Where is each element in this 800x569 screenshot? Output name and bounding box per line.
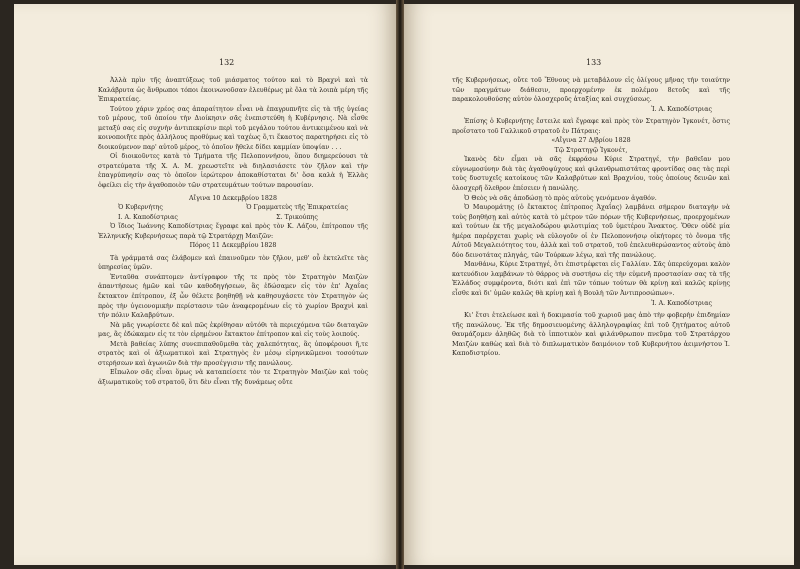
paragraph: Ἱκανὸς δὲν εἶμαι νὰ σᾶς ἐκφράσω Κύριε Στρατηγέ, τὴν βαθεῖαν μου εὐγνωμοσύνην διὰ τὰς ἀγαθοψύχους καὶ φιλανθρωπιστάτας φροντίδας σας τὰς περὶ τοὺς δυστυχεῖς κατοίκους τῶν Καλαβρύτων καὶ Βραχνίου, τοὺς ὁποίους δεινῶν καὶ ὁλοσχερῆ ὄλεθρον ἐπέσειεν ἡ πανώλης. bbox=[452, 156, 730, 193]
paragraph: τῆς Κυβερνήσεως, οὔτε τοῦ Ἔθνους νὰ μεταβάλουν εἰς ὀλίγους μῆνας τὴν τοιαύτην τῶν πραγμάτων διάθεσιν, προερχομένην ἐκ πολέμου 8ετοῦς καὶ τῆς παρακολουθούσης αὐτὸν ὁλοσχεροῦς ἀταξίας καὶ συγχύσεως. bbox=[452, 77, 730, 104]
right-page bbox=[404, 4, 794, 565]
signature-title: Ὁ Γραμματεὺς τῆς Ἐπικρατείας bbox=[246, 204, 348, 212]
signature-title: Ὁ Κυβερνήτης bbox=[118, 204, 163, 212]
salutation: Τῷ Στρατηγῷ Ἰγκονέτ, bbox=[554, 146, 628, 154]
paragraph: Τὰ γράμματά σας ἐλάβομεν καὶ ἐπαινοῦμεν τὸν ζῆλον, μεθ' οὗ ἐκτελεῖτε τὰς ὑπηρεσίας ὑμῶν. bbox=[98, 254, 368, 272]
signature-name: Σ. Τρικούπης bbox=[276, 213, 318, 221]
paragraph: Μανθάνω, Κύριε Στρατηγέ, ὅτι ἐπιστρέφεται εἰς Γαλλίαν. Σᾶς ὑπερεύχομαι καλὸν κατευόδιον λαμβάνων τὸ θάρρος νὰ συστήσω εἰς τὴν εὐμενῆ προστασίαν σας τὰ τῆς Ἑλλάδος συμφέροντα, διότι καὶ ἐπὶ τῶν τόπων τούτων θὰ κρίνῃ καὶ καλῶς κρίνῃς εἶσθε καὶ δι' ὑμῶν καλῶς θὰ κρίνῃ καὶ ἡ Βουλὴ τῶν Ἀντιπροσώπων». bbox=[452, 261, 730, 298]
right-page-text bbox=[452, 76, 730, 359]
paragraph: Κι' ἔτσι ἐτελείωσε καὶ ἡ δοκιμασία τοῦ χωριοῦ μας ἀπὸ τὴν φοβερὴν ἐπιδημίαν τῆς πανώλους. Ἐκ τῆς δημοσιευομένης ἀλληλογραφίας ἐπὶ τοῦ ζητήματος αὐτοῦ θαυμάζομεν ἀληθῶς διὰ τὸ ἱπποτικὸν καὶ φιλάνθρωπον πνεῦμα τοῦ Στρατάρχου Μαιζὼν καθὼς καὶ διὰ τὸ διπλωματικὸν δαιμόνιον τοῦ Κυβερνήτου ἀειμνήστου Ἰ. Καποδιστρίου. bbox=[452, 311, 730, 358]
paragraph: Οἱ διοικοῦντες κατὰ τὸ Τμήματα τῆς Πελοποννήσου, ὅπου διημερεύουσι τὰ στρατεύματα τῆς Χ. Α. Μ. χρεωστεῖτε νὰ διηλασιάσετε τὸν ζῆλον καὶ τὴν ἐπαγρύπνησίν σας τὸ ὁποῖον ἱερώτερον ἀποκαθίσταται δι' ὅσα καλὰ ἡ Ἑλλὰς ὀφείλει εἰς τὴν ἀγαθοποιὸν τῶν στρατευμάτων τούτων παρουσίαν. bbox=[98, 153, 368, 190]
dateline: Αἴγινα 10 Δεκεμβρίου 1828 bbox=[189, 194, 277, 202]
left-page bbox=[14, 4, 396, 565]
paragraph: Ἀλλὰ πρὶν τῆς ἀναπτύξεως τοῦ μιάσματος τούτου καὶ τὸ Βραχνὶ καὶ τὰ Καλάβρυτα ὡς ἄνθρωποι τόποι ἐκοινωνοῦσαν ἐλευθέρως μὲ ὅλα τὰ λοιπὰ μέρη τῆς Ἐπικρατείας. bbox=[98, 77, 368, 104]
paragraph: Ὁ ἴδιος Ἰωάννης Καποδίστριας ἔγραφε καὶ πρὸς τὸν Κ. Λάζου, ἐπίτροπον τῆς Ἑλληνικῆς Κυβερνήσεως παρὰ τῷ Στρατάρχῃ Μαιζῶν: bbox=[98, 223, 368, 240]
signature-block bbox=[98, 203, 368, 222]
page-number-left: 132 bbox=[219, 58, 235, 67]
paragraph: Νὰ μᾶς γνωρίσετε δὲ καὶ πῶς ἐκρίθησαν αὐτόθι τὰ περιεχόμενα τῶν διαταγῶν μας, ἃς ἐδώκαμεν εἰς τε τὸν εἰρημένον ἔκτακτον ἐπίτροπον καὶ εἰς τοὺς λοιπούς. bbox=[98, 321, 368, 339]
book-gutter bbox=[396, 0, 404, 569]
page-number-right: 133 bbox=[586, 58, 602, 67]
left-page-text bbox=[98, 76, 368, 388]
paragraph: Εἴπωλον σᾶς εἶναι ὅμως νὰ καταπείσετε τὸν τε Στρατηγὸν Μαιζὼν καὶ τοὺς ἀξιωματικοὺς τοῦ στρατοῦ, ὅτι δὲν εἶναι τῆς δυνάμεως οὔτε bbox=[98, 369, 368, 386]
paragraph: Ἐνταῦθα συνάπτομεν ἀντίγραφον τῆς τε πρὸς τὸν Στρατηγὸν Μαιζὼν ἀπαντήσεως ἡμῶν καὶ τῶν καθοδηγήσεων, ἃς ἐδώσαμεν εἰς τὸν ἐπ' Ἀχαΐας ἔκτακτον ἐπίτροπον, ἐξ ὧν θέλετε βοηθηθῇ νὰ καθησυχάσετε τὸν Στρατηγὸν ὡς πρὸς τὴν ὑγειονομικὴν περίστασιν τῶν ἀναφερομένων εἰς τὸ χωρίον Βραχνὶ καὶ τὴν πόλιν Καλαβρύτων. bbox=[98, 273, 368, 320]
dateline: «Αἴγινα 27 Δ/βρίου 1828 bbox=[551, 137, 631, 145]
paragraph: Ὁ Μαυρομάτης (ὁ ἔκτακτος ἐπίτροπος Ἀχαΐας) λαμβάνει σήμερον διαταγὴν νὰ τοὺς βοηθήσῃ καὶ αὐτὸς κατὰ τὸ μέτρον τῶν πόρων τῆς Κυβερνήσεως, προερχομένων καὶ τούτων ἐκ τῆς μεγαλοδώρου φιλοτιμίας τοῦ ὑμετέρου Ἄνακτος. Ὅθεν οὐδὲ μία ἡμέρα παρέρχεται χωρὶς νὰ εὐλογοῦν οἱ ἐν Πελοποννήσῳ οἰκήτορες τὸ ὄνομα τῆς Αὐτοῦ Μεγαλειότητος του, ἀλλὰ καὶ τοῦ στρατοῦ, τοῦ ἐπελευθερώσαντος αὐτοὺς ἀπὸ δύο δεινοτάτας πληγάς, τῶν Τούρκων λέγω, καὶ τῆς πανώλους. bbox=[452, 204, 730, 259]
paragraph: Ἐπίσης ὁ Κυβερνήτης ἔστειλε καὶ ἔγραφε καὶ πρὸς τὸν Στρατηγὸν Ἰγκονέτ, ὅστις προΐστατο τοῦ Γαλλικοῦ στρατοῦ ἐν Πάτραις: bbox=[452, 118, 730, 135]
paragraph: Ὁ Θεὸς νὰ σᾶς ἀποδώσῃ τὸ πρὸς αὐτοὺς γενόμενον ἀγαθόν. bbox=[464, 194, 657, 202]
dateline: Πόρος 11 Δεκεμβρίου 1828 bbox=[189, 242, 277, 250]
paragraph: Τούτου χάριν χρέος σας ἀπαραίτητον εἶναι νὰ ἐπαγρυπνῆτε εἰς τὰ τῆς ὑγείας τοῦ μέρους, τοῦ ὁποίου τὴν Διοίκησιν σᾶς ἐνεπιστεύθη ἡ Κυβέρνησις. Νὰ εἶσθε μεταξύ σας εἰς συχνὴν ἀντιπεκρίσιν περὶ τοῦ μεγάλου τούτου ἀντικειμένου καὶ νὰ κοινοποιῆτε πρὸς ἀλλήλους προθύμως καὶ ταχέως ὅ,τι ἕκαστος παρατηρήσει εἰς τὸ διοικούμενον παρ' αὐτοῦ μέρος, τὸ ὁποῖον ἤθελε δίδει καμμίαν ὑποψίαν . . . bbox=[98, 105, 368, 151]
signature-name: Ι. Α. Καποδίστριας bbox=[118, 213, 178, 221]
paragraph: Μετὰ βαθείας λύπης συνεπιπαθοῦμεθα τὰς χαλεπότητας, ἃς ὑποφέρουσι ἤ,τε στρατὸς καὶ οἱ ἀξιωματικοὶ καὶ Στρατηγὸς ἐν μέσῳ εἰρηνικῶμενοι τοσούτων στερήσεων καὶ ἀγωνιῶν διὰ τὴν προσέγγισιν τῆς πανώλους. bbox=[98, 340, 368, 367]
signature: Ἰ. Α. Καποδίστριας bbox=[651, 299, 712, 307]
signature: Ἰ. Α. Καποδίστριας bbox=[651, 105, 712, 113]
